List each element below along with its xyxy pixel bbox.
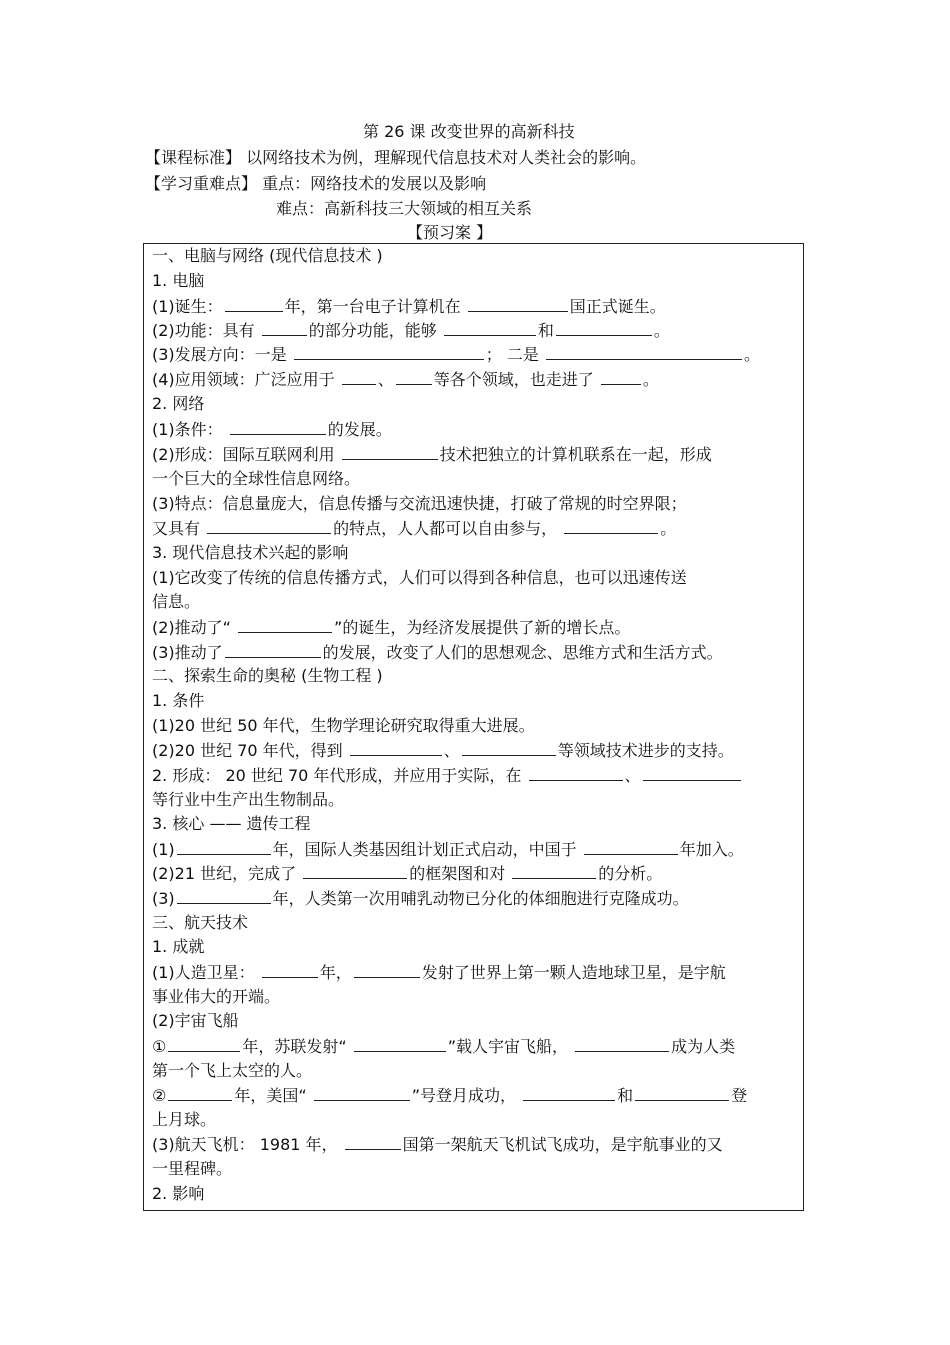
line-text: 年，国际人类基因组计划正式启动，中国于 — [272, 840, 582, 859]
fill-blank[interactable] — [529, 765, 623, 781]
preview-heading: 【预习案 】 — [407, 223, 493, 242]
worksheet-line: (2)宇宙飞船 — [152, 1011, 239, 1030]
line-text: (2)推动了“ — [152, 618, 237, 637]
fill-blank[interactable] — [512, 863, 596, 879]
worksheet-line: 三、航天技术 — [152, 913, 249, 932]
line-text: 的框架图和对 — [409, 864, 511, 883]
worksheet-line: 一、电脑与网络 (现代信息技术 ) — [152, 246, 383, 265]
worksheet-line — [152, 518, 676, 539]
line-text: (1) — [152, 840, 175, 859]
line-text: (1)条件： — [152, 420, 228, 439]
fill-blank[interactable] — [354, 1036, 446, 1052]
line-text: ”的诞生，为经济发展提供了新的增长点。 — [334, 618, 631, 637]
worksheet-line: 第一个飞上太空的人。 — [152, 1061, 313, 1080]
fill-blank[interactable] — [177, 888, 271, 904]
worksheet-line — [152, 888, 689, 909]
line-text: (1)诞生： — [152, 297, 223, 316]
worksheet-line: (1)它改变了传统的信息传播方式，人们可以得到各种信息，也可以迅速传送 — [152, 568, 687, 587]
fill-blank[interactable] — [468, 296, 568, 312]
line-text: 的发展，改变了人们的思想观念、思维方式和生活方式。 — [322, 643, 723, 662]
worksheet-line — [152, 320, 670, 341]
fill-blank[interactable] — [345, 1134, 401, 1150]
line-text: 。 — [660, 519, 677, 538]
line-text: (3)推动了 — [152, 643, 223, 662]
fill-blank[interactable] — [342, 444, 438, 460]
line-text: (2)功能：具有 — [152, 321, 260, 340]
line-text: 。 — [642, 370, 659, 389]
line-text: 又具有 — [152, 519, 206, 538]
worksheet-line: (1)20 世纪 50 年代，生物学理论研究取得重大进展。 — [152, 716, 535, 735]
worksheet-line: 上月球。 — [152, 1110, 217, 1129]
fill-blank[interactable] — [556, 320, 652, 336]
line-text: ”载人宇宙飞船， — [447, 1037, 574, 1056]
line-text: 等各个领域，也走进了 — [433, 370, 599, 389]
worksheet-line: (3)特点：信息量庞大，信息传播与交流迅速快捷，打破了常规的时空界限； — [152, 494, 687, 513]
line-text: 年，苏联发射“ — [242, 1037, 352, 1056]
line-text: 年加入。 — [679, 840, 744, 859]
fill-blank[interactable] — [177, 839, 271, 855]
line-text: 技术把独立的计算机联系在一起，形成 — [439, 445, 712, 464]
worksheet-line: 1. 电脑 — [152, 271, 205, 290]
line-text: 的分析。 — [598, 864, 663, 883]
worksheet-line: 2. 网络 — [152, 394, 205, 413]
worksheet-line — [152, 642, 723, 663]
line-text: ； 二是 — [485, 345, 544, 364]
line-text: (2)21 世纪，完成了 — [152, 864, 302, 883]
worksheet-box — [143, 243, 804, 1211]
line-text: 年，美国“ — [234, 1086, 312, 1105]
line-text: (4)应用领域：广泛应用于 — [152, 370, 340, 389]
fill-blank[interactable] — [225, 296, 283, 312]
worksheet-line: 事业伟大的开端。 — [152, 987, 281, 1006]
line-text: 登 — [731, 1086, 748, 1105]
line-text: 的部分功能，能够 — [308, 321, 442, 340]
line-text: (3)航天飞机： 1981 年， — [152, 1135, 343, 1154]
line-text: ① — [152, 1037, 167, 1056]
line-text: (3) — [152, 889, 175, 908]
line-text: 年，人类第一次用哺乳动物已分化的体细胞进行克隆成功。 — [272, 889, 689, 908]
worksheet-line — [152, 419, 392, 440]
line-text: 、 — [377, 370, 394, 389]
line-text: (2)形成：国际互联网利用 — [152, 445, 340, 464]
worksheet-line — [152, 1085, 747, 1106]
worksheet-line — [152, 863, 662, 884]
worksheet-line: 2. 影响 — [152, 1184, 205, 1203]
page-title: 第 26 课 改变世界的高新科技 — [363, 122, 575, 141]
difficulty: 难点：高新科技三大领域的相互关系 — [276, 199, 533, 218]
line-text: ② — [152, 1086, 167, 1105]
line-text: 和 — [537, 321, 554, 340]
line-text: 、 — [624, 766, 641, 785]
worksheet-line — [152, 740, 734, 761]
fill-blank[interactable] — [238, 617, 332, 633]
fill-blank[interactable] — [207, 518, 331, 534]
course-standard: 【课程标准】 以网络技术为例，理解现代信息技术对人类社会的影响。 — [145, 148, 647, 167]
fill-blank[interactable] — [350, 740, 442, 756]
worksheet-line: 信息。 — [152, 592, 201, 611]
worksheet-line — [152, 765, 743, 786]
line-text: 国第一架航天飞机试飞成功，是宇航事业的又 — [402, 1135, 723, 1154]
fill-blank[interactable] — [294, 344, 484, 360]
worksheet-line: 1. 成就 — [152, 937, 205, 956]
worksheet-line — [152, 962, 726, 983]
fill-blank[interactable] — [168, 1036, 240, 1052]
line-text: 的特点，人人都可以自由参与， — [333, 519, 563, 538]
fill-blank[interactable] — [444, 320, 536, 336]
fill-blank[interactable] — [225, 642, 321, 658]
fill-blank[interactable] — [575, 1036, 669, 1052]
line-text: 和 — [617, 1086, 634, 1105]
line-text: ”号登月成功， — [411, 1086, 522, 1105]
key-point: 【学习重难点】 重点：网络技术的发展以及影响 — [145, 174, 487, 193]
worksheet-line: 3. 核心 —— 遗传工程 — [152, 814, 311, 833]
fill-blank[interactable] — [303, 863, 407, 879]
line-text: (3)发展方向：一是 — [152, 345, 292, 364]
line-text: (1)人造卫星： — [152, 963, 260, 982]
worksheet-line — [152, 369, 659, 390]
worksheet-line — [152, 839, 744, 860]
fill-blank[interactable] — [635, 1085, 729, 1101]
fill-blank[interactable] — [546, 344, 742, 360]
line-text: 、 — [443, 741, 460, 760]
fill-blank[interactable] — [262, 320, 307, 336]
worksheet-line — [152, 296, 666, 317]
fill-blank[interactable] — [354, 962, 420, 978]
worksheet-line: 一个巨大的全球性信息网络。 — [152, 469, 361, 488]
fill-blank[interactable] — [168, 1085, 232, 1101]
fill-blank[interactable] — [342, 369, 376, 385]
worksheet-line: 二、探索生命的奥秘 (生物工程 ) — [152, 666, 383, 685]
line-text: 国正式诞生。 — [569, 297, 666, 316]
fill-blank[interactable] — [643, 765, 741, 781]
worksheet-line: 1. 条件 — [152, 691, 205, 710]
fill-blank[interactable] — [314, 1085, 410, 1101]
line-text: 2. 形成： 20 世纪 70 年代形成，并应用于实际，在 — [152, 766, 527, 785]
line-text: 的发展。 — [327, 420, 392, 439]
fill-blank[interactable] — [564, 518, 658, 534]
worksheet-line: 等行业中生产出生物制品。 — [152, 790, 345, 809]
line-text: 。 — [743, 345, 760, 364]
fill-blank[interactable] — [584, 839, 678, 855]
line-text: 成为人类 — [671, 1037, 736, 1056]
line-text: 年， — [319, 963, 352, 982]
fill-blank[interactable] — [601, 369, 641, 385]
line-text: (2)20 世纪 70 年代，得到 — [152, 741, 348, 760]
fill-blank[interactable] — [230, 419, 326, 435]
worksheet-line — [152, 617, 630, 638]
fill-blank[interactable] — [462, 740, 556, 756]
worksheet-line: 一里程碑。 — [152, 1159, 233, 1178]
line-text: 等领域技术进步的支持。 — [557, 741, 734, 760]
fill-blank[interactable] — [396, 369, 432, 385]
line-text: 年，第一台电子计算机在 — [284, 297, 466, 316]
line-text: 发射了世界上第一颗人造地球卫星，是宇航 — [421, 963, 726, 982]
fill-blank[interactable] — [262, 962, 318, 978]
worksheet-line — [152, 444, 712, 465]
worksheet-line — [152, 1036, 735, 1057]
line-text: 。 — [653, 321, 670, 340]
worksheet-line — [152, 1134, 723, 1155]
worksheet-line — [152, 344, 760, 365]
worksheet-line: 3. 现代信息技术兴起的影响 — [152, 543, 349, 562]
fill-blank[interactable] — [523, 1085, 615, 1101]
